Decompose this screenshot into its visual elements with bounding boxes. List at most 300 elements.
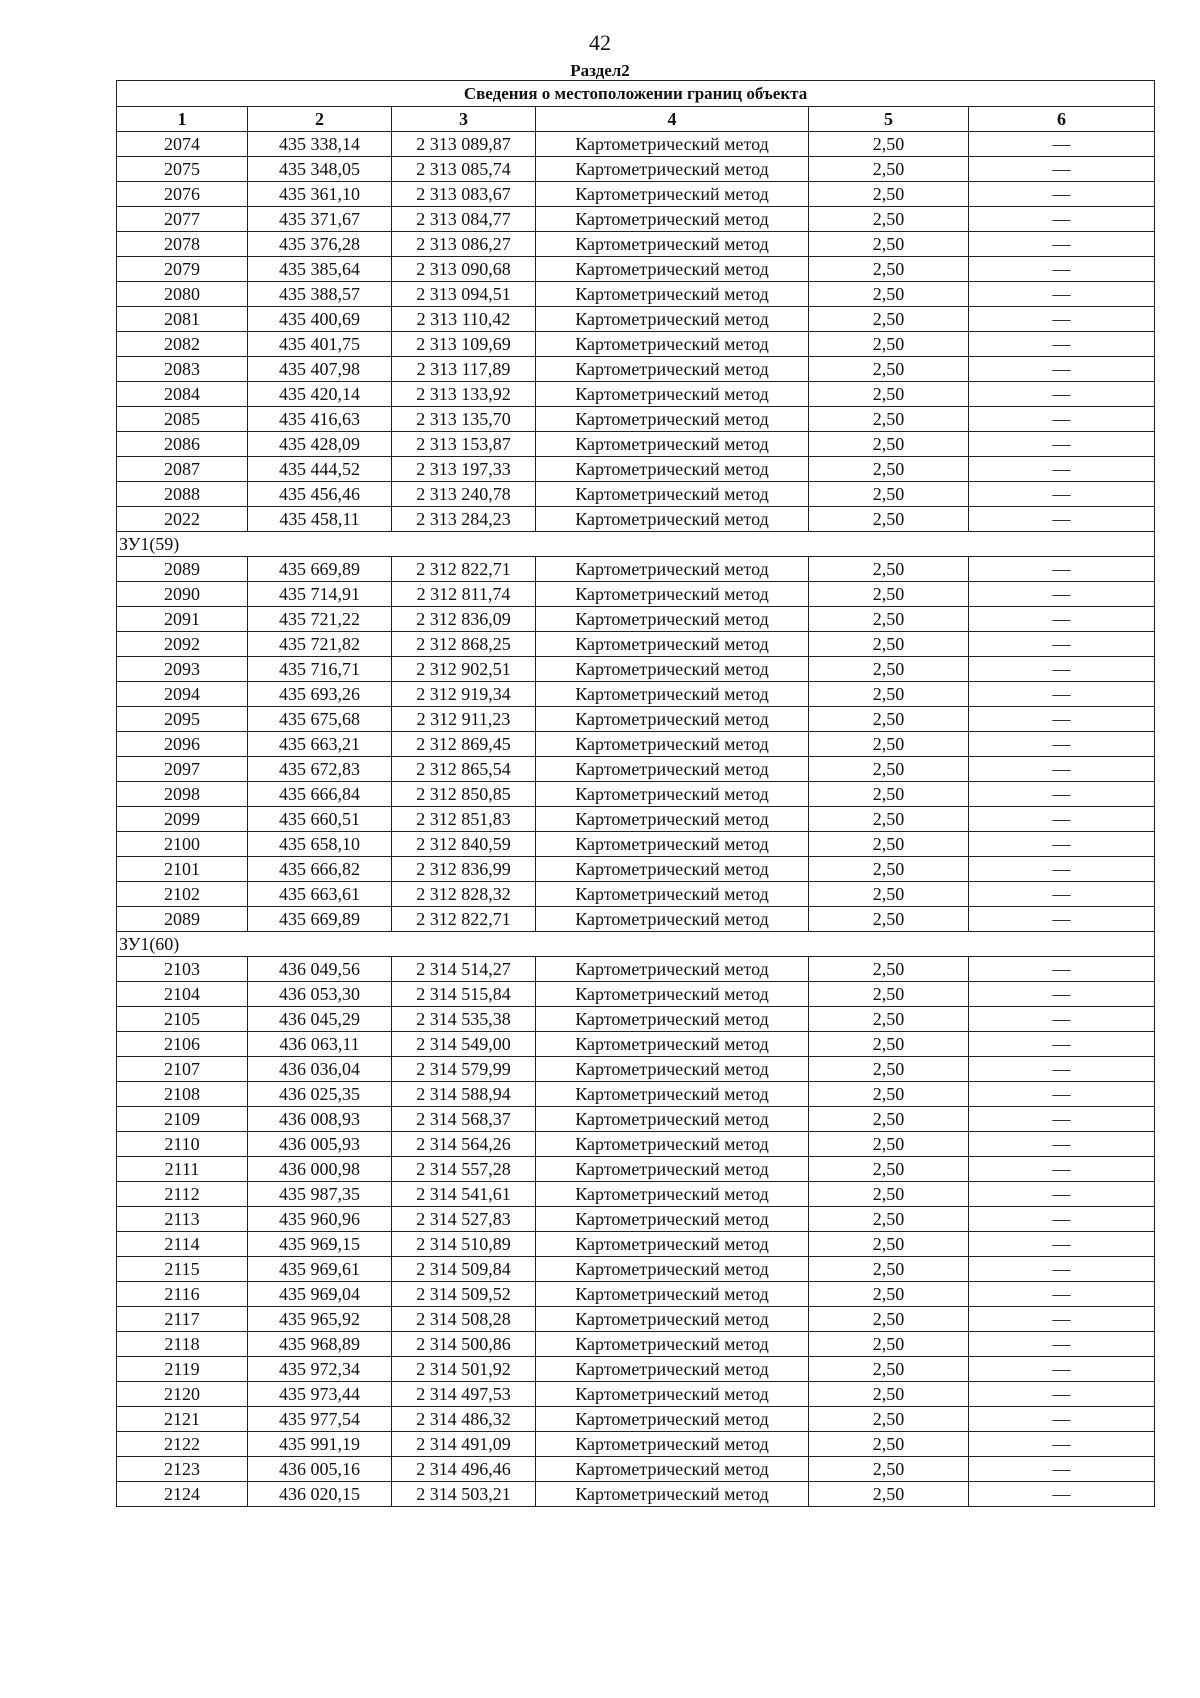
y-coordinate-cell: 2 314 568,37 <box>392 1107 536 1132</box>
point-number-cell: 2083 <box>117 357 248 382</box>
y-coordinate-cell: 2 313 197,33 <box>392 457 536 482</box>
description-cell: — <box>969 757 1155 782</box>
y-coordinate-cell: 2 314 557,28 <box>392 1157 536 1182</box>
y-coordinate-cell: 2 314 503,21 <box>392 1482 536 1507</box>
x-coordinate-cell: 435 987,35 <box>248 1182 392 1207</box>
accuracy-cell: 2,50 <box>809 682 969 707</box>
point-number-cell: 2122 <box>117 1432 248 1457</box>
accuracy-cell: 2,50 <box>809 1432 969 1457</box>
method-cell: Картометрический метод <box>536 657 809 682</box>
point-number-cell: 2087 <box>117 457 248 482</box>
table-row <box>117 1057 1155 1082</box>
method-cell: Картометрический метод <box>536 1007 809 1032</box>
description-cell: — <box>969 1407 1155 1432</box>
point-number-cell: 2120 <box>117 1382 248 1407</box>
accuracy-cell: 2,50 <box>809 307 969 332</box>
point-number-cell: 2090 <box>117 582 248 607</box>
x-coordinate-cell: 435 348,05 <box>248 157 392 182</box>
table-row <box>117 1007 1155 1032</box>
x-coordinate-cell: 435 972,34 <box>248 1357 392 1382</box>
accuracy-cell: 2,50 <box>809 157 969 182</box>
method-cell: Картометрический метод <box>536 1407 809 1432</box>
table-row <box>117 307 1155 332</box>
accuracy-cell: 2,50 <box>809 1032 969 1057</box>
point-number-cell: 2098 <box>117 782 248 807</box>
x-coordinate-cell: 435 666,84 <box>248 782 392 807</box>
x-coordinate-cell: 436 025,35 <box>248 1082 392 1107</box>
table-row <box>117 1382 1155 1407</box>
x-coordinate-cell: 435 721,22 <box>248 607 392 632</box>
method-cell: Картометрический метод <box>536 432 809 457</box>
table-row <box>117 1432 1155 1457</box>
y-coordinate-cell: 2 313 117,89 <box>392 357 536 382</box>
table-title: Сведения о местоположении границ объекта <box>117 81 1155 107</box>
boundary-table-container <box>116 80 1154 1507</box>
description-cell: — <box>969 332 1155 357</box>
description-cell: — <box>969 232 1155 257</box>
accuracy-cell: 2,50 <box>809 1007 969 1032</box>
method-cell: Картометрический метод <box>536 707 809 732</box>
point-number-cell: 2124 <box>117 1482 248 1507</box>
method-cell: Картометрический метод <box>536 857 809 882</box>
y-coordinate-cell: 2 312 836,09 <box>392 607 536 632</box>
accuracy-cell: 2,50 <box>809 1157 969 1182</box>
section-title: Раздел2 <box>570 61 630 80</box>
x-coordinate-cell: 435 400,69 <box>248 307 392 332</box>
method-cell: Картометрический метод <box>536 757 809 782</box>
table-row <box>117 1207 1155 1232</box>
y-coordinate-cell: 2 314 515,84 <box>392 982 536 1007</box>
accuracy-cell: 2,50 <box>809 182 969 207</box>
point-number-cell: 2112 <box>117 1182 248 1207</box>
method-cell: Картометрический метод <box>536 282 809 307</box>
table-row <box>117 1482 1155 1507</box>
method-cell: Картометрический метод <box>536 1457 809 1482</box>
table-row <box>117 1282 1155 1307</box>
accuracy-cell: 2,50 <box>809 607 969 632</box>
x-coordinate-cell: 435 660,51 <box>248 807 392 832</box>
table-body <box>117 132 1155 1507</box>
table-row <box>117 182 1155 207</box>
x-coordinate-cell: 435 428,09 <box>248 432 392 457</box>
point-number-cell: 2115 <box>117 1257 248 1282</box>
point-number-cell: 2103 <box>117 957 248 982</box>
accuracy-cell: 2,50 <box>809 1082 969 1107</box>
y-coordinate-cell: 2 313 153,87 <box>392 432 536 457</box>
y-coordinate-cell: 2 314 527,83 <box>392 1207 536 1232</box>
method-cell: Картометрический метод <box>536 1282 809 1307</box>
table-row <box>117 657 1155 682</box>
boundary-coordinates-table <box>116 80 1155 1507</box>
accuracy-cell: 2,50 <box>809 1207 969 1232</box>
group-label: ЗУ1(59) <box>117 532 1155 557</box>
method-cell: Картометрический метод <box>536 1132 809 1157</box>
x-coordinate-cell: 435 991,19 <box>248 1432 392 1457</box>
point-number-cell: 2077 <box>117 207 248 232</box>
y-coordinate-cell: 2 312 836,99 <box>392 857 536 882</box>
y-coordinate-cell: 2 312 919,34 <box>392 682 536 707</box>
description-cell: — <box>969 907 1155 932</box>
point-number-cell: 2074 <box>117 132 248 157</box>
y-coordinate-cell: 2 312 865,54 <box>392 757 536 782</box>
x-coordinate-cell: 435 416,63 <box>248 407 392 432</box>
x-coordinate-cell: 436 020,15 <box>248 1482 392 1507</box>
method-cell: Картометрический метод <box>536 1257 809 1282</box>
table-row <box>117 457 1155 482</box>
accuracy-cell: 2,50 <box>809 782 969 807</box>
y-coordinate-cell: 2 314 500,86 <box>392 1332 536 1357</box>
accuracy-cell: 2,50 <box>809 232 969 257</box>
method-cell: Картометрический метод <box>536 957 809 982</box>
method-cell: Картометрический метод <box>536 1307 809 1332</box>
point-number-cell: 2022 <box>117 507 248 532</box>
description-cell: — <box>969 1207 1155 1232</box>
accuracy-cell: 2,50 <box>809 1457 969 1482</box>
accuracy-cell: 2,50 <box>809 957 969 982</box>
method-cell: Картометрический метод <box>536 1107 809 1132</box>
description-cell: — <box>969 857 1155 882</box>
x-coordinate-cell: 436 000,98 <box>248 1157 392 1182</box>
y-coordinate-cell: 2 314 486,32 <box>392 1407 536 1432</box>
method-cell: Картометрический метод <box>536 507 809 532</box>
accuracy-cell: 2,50 <box>809 1132 969 1157</box>
accuracy-cell: 2,50 <box>809 432 969 457</box>
description-cell: — <box>969 632 1155 657</box>
point-number-cell: 2079 <box>117 257 248 282</box>
table-row <box>117 282 1155 307</box>
description-cell: — <box>969 1082 1155 1107</box>
accuracy-cell: 2,50 <box>809 832 969 857</box>
table-row <box>117 1357 1155 1382</box>
description-cell: — <box>969 307 1155 332</box>
accuracy-cell: 2,50 <box>809 757 969 782</box>
table-row <box>117 857 1155 882</box>
point-number-cell: 2088 <box>117 482 248 507</box>
description-cell: — <box>969 1482 1155 1507</box>
y-coordinate-cell: 2 313 084,77 <box>392 207 536 232</box>
x-coordinate-cell: 435 721,82 <box>248 632 392 657</box>
description-cell: — <box>969 1382 1155 1407</box>
accuracy-cell: 2,50 <box>809 382 969 407</box>
table-row <box>117 482 1155 507</box>
description-cell: — <box>969 1132 1155 1157</box>
method-cell: Картометрический метод <box>536 1082 809 1107</box>
table-row <box>117 1132 1155 1157</box>
accuracy-cell: 2,50 <box>809 707 969 732</box>
table-row <box>117 407 1155 432</box>
y-coordinate-cell: 2 313 089,87 <box>392 132 536 157</box>
x-coordinate-cell: 435 714,91 <box>248 582 392 607</box>
point-number-cell: 2085 <box>117 407 248 432</box>
method-cell: Картометрический метод <box>536 182 809 207</box>
y-coordinate-cell: 2 314 491,09 <box>392 1432 536 1457</box>
table-row <box>117 207 1155 232</box>
point-number-cell: 2105 <box>117 1007 248 1032</box>
method-cell: Картометрический метод <box>536 1432 809 1457</box>
y-coordinate-cell: 2 313 240,78 <box>392 482 536 507</box>
method-cell: Картометрический метод <box>536 582 809 607</box>
point-number-cell: 2104 <box>117 982 248 1007</box>
x-coordinate-cell: 436 008,93 <box>248 1107 392 1132</box>
table-row <box>117 957 1155 982</box>
table-row <box>117 132 1155 157</box>
method-cell: Картометрический метод <box>536 482 809 507</box>
x-coordinate-cell: 436 053,30 <box>248 982 392 1007</box>
point-number-cell: 2101 <box>117 857 248 882</box>
y-coordinate-cell: 2 314 508,28 <box>392 1307 536 1332</box>
method-cell: Картометрический метод <box>536 1232 809 1257</box>
x-coordinate-cell: 435 456,46 <box>248 482 392 507</box>
page-number: 42 <box>589 30 611 55</box>
method-cell: Картометрический метод <box>536 982 809 1007</box>
method-cell: Картометрический метод <box>536 832 809 857</box>
method-cell: Картометрический метод <box>536 907 809 932</box>
description-cell: — <box>969 882 1155 907</box>
description-cell: — <box>969 1057 1155 1082</box>
description-cell: — <box>969 432 1155 457</box>
y-coordinate-cell: 2 312 828,32 <box>392 882 536 907</box>
table-row <box>117 1232 1155 1257</box>
method-cell: Картометрический метод <box>536 232 809 257</box>
method-cell: Картометрический метод <box>536 1032 809 1057</box>
y-coordinate-cell: 2 312 902,51 <box>392 657 536 682</box>
point-number-cell: 2078 <box>117 232 248 257</box>
description-cell: — <box>969 182 1155 207</box>
table-row <box>117 557 1155 582</box>
accuracy-cell: 2,50 <box>809 282 969 307</box>
table-row <box>117 757 1155 782</box>
y-coordinate-cell: 2 312 851,83 <box>392 807 536 832</box>
method-cell: Картометрический метод <box>536 1482 809 1507</box>
x-coordinate-cell: 435 666,82 <box>248 857 392 882</box>
table-row <box>117 1307 1155 1332</box>
description-cell: — <box>969 682 1155 707</box>
group-header-row <box>117 532 1155 557</box>
description-cell: — <box>969 1032 1155 1057</box>
x-coordinate-cell: 436 063,11 <box>248 1032 392 1057</box>
description-cell: — <box>969 1157 1155 1182</box>
point-number-cell: 2089 <box>117 907 248 932</box>
point-number-cell: 2121 <box>117 1407 248 1432</box>
description-cell: — <box>969 607 1155 632</box>
y-coordinate-cell: 2 312 850,85 <box>392 782 536 807</box>
accuracy-cell: 2,50 <box>809 882 969 907</box>
method-cell: Картометрический метод <box>536 257 809 282</box>
method-cell: Картометрический метод <box>536 457 809 482</box>
y-coordinate-cell: 2 314 588,94 <box>392 1082 536 1107</box>
y-coordinate-cell: 2 314 514,27 <box>392 957 536 982</box>
description-cell: — <box>969 482 1155 507</box>
y-coordinate-cell: 2 314 535,38 <box>392 1007 536 1032</box>
accuracy-cell: 2,50 <box>809 457 969 482</box>
x-coordinate-cell: 435 675,68 <box>248 707 392 732</box>
point-number-cell: 2081 <box>117 307 248 332</box>
x-coordinate-cell: 435 969,15 <box>248 1232 392 1257</box>
method-cell: Картометрический метод <box>536 1382 809 1407</box>
method-cell: Картометрический метод <box>536 557 809 582</box>
accuracy-cell: 2,50 <box>809 1282 969 1307</box>
table-row <box>117 157 1155 182</box>
accuracy-cell: 2,50 <box>809 857 969 882</box>
description-cell: — <box>969 257 1155 282</box>
point-number-cell: 2117 <box>117 1307 248 1332</box>
accuracy-cell: 2,50 <box>809 1057 969 1082</box>
accuracy-cell: 2,50 <box>809 482 969 507</box>
description-cell: — <box>969 1332 1155 1357</box>
accuracy-cell: 2,50 <box>809 507 969 532</box>
point-number-cell: 2076 <box>117 182 248 207</box>
method-cell: Картометрический метод <box>536 682 809 707</box>
point-number-cell: 2091 <box>117 607 248 632</box>
group-label: ЗУ1(60) <box>117 932 1155 957</box>
description-cell: — <box>969 1257 1155 1282</box>
point-number-cell: 2075 <box>117 157 248 182</box>
accuracy-cell: 2,50 <box>809 1182 969 1207</box>
description-cell: — <box>969 1282 1155 1307</box>
y-coordinate-cell: 2 313 135,70 <box>392 407 536 432</box>
point-number-cell: 2093 <box>117 657 248 682</box>
point-number-cell: 2102 <box>117 882 248 907</box>
y-coordinate-cell: 2 313 090,68 <box>392 257 536 282</box>
y-coordinate-cell: 2 314 509,52 <box>392 1282 536 1307</box>
method-cell: Картометрический метод <box>536 1207 809 1232</box>
table-row <box>117 607 1155 632</box>
x-coordinate-cell: 436 049,56 <box>248 957 392 982</box>
accuracy-cell: 2,50 <box>809 557 969 582</box>
accuracy-cell: 2,50 <box>809 657 969 682</box>
y-coordinate-cell: 2 314 497,53 <box>392 1382 536 1407</box>
description-cell: — <box>969 707 1155 732</box>
method-cell: Картометрический метод <box>536 1057 809 1082</box>
x-coordinate-cell: 435 969,61 <box>248 1257 392 1282</box>
description-cell: — <box>969 132 1155 157</box>
x-coordinate-cell: 435 663,61 <box>248 882 392 907</box>
accuracy-cell: 2,50 <box>809 807 969 832</box>
table-row <box>117 1032 1155 1057</box>
column-number-4: 4 <box>536 107 809 132</box>
table-row <box>117 1332 1155 1357</box>
x-coordinate-cell: 435 693,26 <box>248 682 392 707</box>
accuracy-cell: 2,50 <box>809 1257 969 1282</box>
description-cell: — <box>969 407 1155 432</box>
description-cell: — <box>969 957 1155 982</box>
accuracy-cell: 2,50 <box>809 1107 969 1132</box>
x-coordinate-cell: 435 371,67 <box>248 207 392 232</box>
point-number-cell: 2092 <box>117 632 248 657</box>
table-row <box>117 1457 1155 1482</box>
point-number-cell: 2097 <box>117 757 248 782</box>
point-number-cell: 2110 <box>117 1132 248 1157</box>
y-coordinate-cell: 2 314 509,84 <box>392 1257 536 1282</box>
point-number-cell: 2100 <box>117 832 248 857</box>
table-row <box>117 782 1155 807</box>
table-row <box>117 432 1155 457</box>
point-number-cell: 2116 <box>117 1282 248 1307</box>
table-row <box>117 982 1155 1007</box>
y-coordinate-cell: 2 312 822,71 <box>392 907 536 932</box>
x-coordinate-cell: 435 973,44 <box>248 1382 392 1407</box>
accuracy-cell: 2,50 <box>809 132 969 157</box>
x-coordinate-cell: 435 669,89 <box>248 907 392 932</box>
y-coordinate-cell: 2 313 085,74 <box>392 157 536 182</box>
x-coordinate-cell: 435 376,28 <box>248 232 392 257</box>
method-cell: Картометрический метод <box>536 332 809 357</box>
accuracy-cell: 2,50 <box>809 1382 969 1407</box>
description-cell: — <box>969 832 1155 857</box>
description-cell: — <box>969 1307 1155 1332</box>
description-cell: — <box>969 557 1155 582</box>
point-number-cell: 2114 <box>117 1232 248 1257</box>
description-cell: — <box>969 157 1155 182</box>
table-row <box>117 1082 1155 1107</box>
x-coordinate-cell: 436 005,16 <box>248 1457 392 1482</box>
method-cell: Картометрический метод <box>536 157 809 182</box>
method-cell: Картометрический метод <box>536 782 809 807</box>
method-cell: Картометрический метод <box>536 1182 809 1207</box>
x-coordinate-cell: 435 977,54 <box>248 1407 392 1432</box>
y-coordinate-cell: 2 312 840,59 <box>392 832 536 857</box>
y-coordinate-cell: 2 314 541,61 <box>392 1182 536 1207</box>
table-row <box>117 807 1155 832</box>
method-cell: Картометрический метод <box>536 357 809 382</box>
table-row <box>117 582 1155 607</box>
accuracy-cell: 2,50 <box>809 907 969 932</box>
description-cell: — <box>969 657 1155 682</box>
table-row <box>117 232 1155 257</box>
point-number-cell: 2106 <box>117 1032 248 1057</box>
table-row <box>117 907 1155 932</box>
point-number-cell: 2109 <box>117 1107 248 1132</box>
y-coordinate-cell: 2 314 549,00 <box>392 1032 536 1057</box>
point-number-cell: 2084 <box>117 382 248 407</box>
point-number-cell: 2082 <box>117 332 248 357</box>
method-cell: Картометрический метод <box>536 732 809 757</box>
point-number-cell: 2094 <box>117 682 248 707</box>
x-coordinate-cell: 436 005,93 <box>248 1132 392 1157</box>
accuracy-cell: 2,50 <box>809 1482 969 1507</box>
x-coordinate-cell: 435 663,21 <box>248 732 392 757</box>
table-row <box>117 382 1155 407</box>
y-coordinate-cell: 2 313 110,42 <box>392 307 536 332</box>
table-row <box>117 707 1155 732</box>
point-number-cell: 2099 <box>117 807 248 832</box>
description-cell: — <box>969 457 1155 482</box>
x-coordinate-cell: 435 458,11 <box>248 507 392 532</box>
method-cell: Картометрический метод <box>536 132 809 157</box>
x-coordinate-cell: 436 045,29 <box>248 1007 392 1032</box>
table-row <box>117 732 1155 757</box>
point-number-cell: 2111 <box>117 1157 248 1182</box>
point-number-cell: 2119 <box>117 1357 248 1382</box>
x-coordinate-cell: 435 716,71 <box>248 657 392 682</box>
y-coordinate-cell: 2 312 811,74 <box>392 582 536 607</box>
description-cell: — <box>969 582 1155 607</box>
method-cell: Картометрический метод <box>536 307 809 332</box>
point-number-cell: 2123 <box>117 1457 248 1482</box>
table-row <box>117 1107 1155 1132</box>
method-cell: Картометрический метод <box>536 1157 809 1182</box>
point-number-cell: 2113 <box>117 1207 248 1232</box>
accuracy-cell: 2,50 <box>809 332 969 357</box>
description-cell: — <box>969 1182 1155 1207</box>
description-cell: — <box>969 807 1155 832</box>
accuracy-cell: 2,50 <box>809 407 969 432</box>
point-number-cell: 2108 <box>117 1082 248 1107</box>
method-cell: Картометрический метод <box>536 807 809 832</box>
x-coordinate-cell: 435 388,57 <box>248 282 392 307</box>
table-row <box>117 1157 1155 1182</box>
description-cell: — <box>969 357 1155 382</box>
